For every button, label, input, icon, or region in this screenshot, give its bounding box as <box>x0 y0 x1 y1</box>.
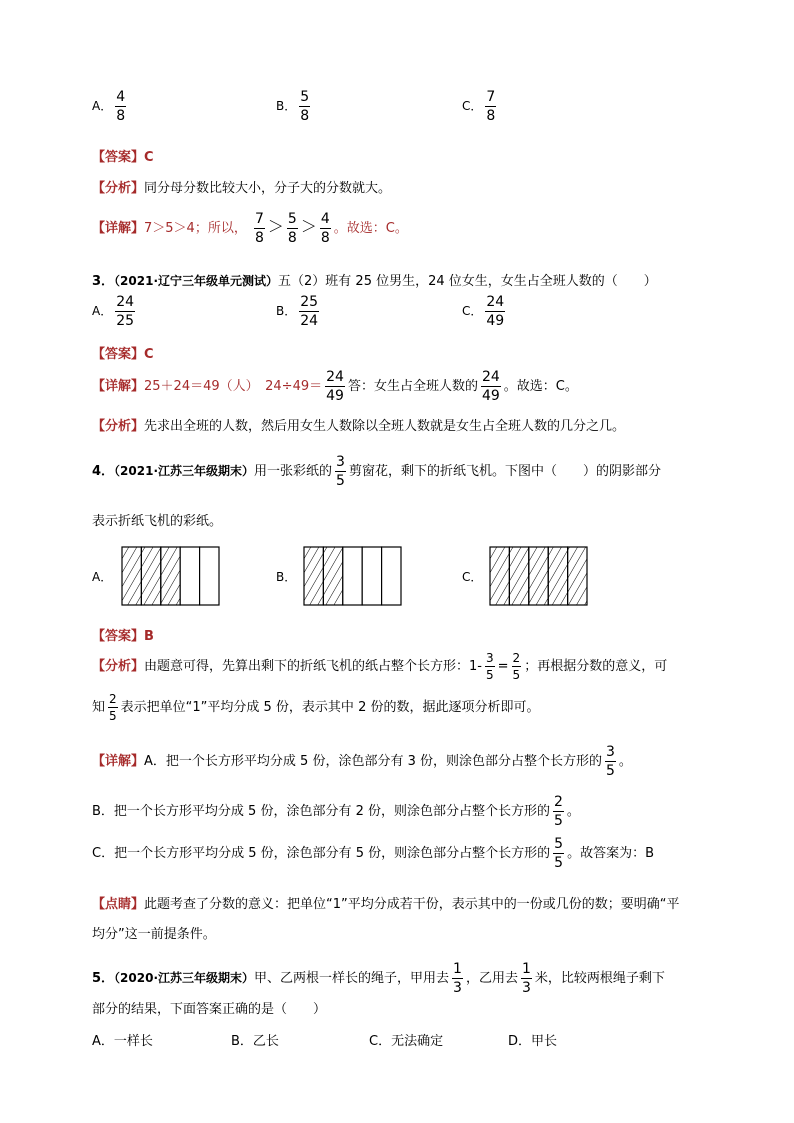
option-label: B． <box>276 99 297 113</box>
answer-tag: 【答案】 <box>92 347 145 362</box>
analysis-text-cont: 表示把单位“1”平均分成 5 份，表示其中 2 份的数，据此逐项分析即可。 <box>120 700 540 715</box>
q3-answer <box>92 343 154 362</box>
greater-sign: ＞ <box>300 217 317 236</box>
fraction-denominator: 49 <box>486 313 505 329</box>
fraction-numerator: 3 <box>486 651 494 665</box>
fraction-numerator: 24 <box>486 294 505 310</box>
answer-value: C <box>144 150 154 165</box>
fraction-denominator: 5 <box>336 473 345 489</box>
question-text: 用一张彩纸的 <box>254 464 333 479</box>
fraction-denominator: 5 <box>554 813 563 829</box>
fraction-numerator: 3 <box>605 744 615 760</box>
fraction-numerator: 7 <box>486 89 496 105</box>
shaded-part <box>304 547 323 605</box>
analysis-text-cont: ；再根据分数的意义，可 <box>524 659 668 674</box>
fraction-denominator: 5 <box>554 855 564 871</box>
analysis-text: 知 <box>92 700 106 715</box>
q4-answer <box>92 625 154 644</box>
q4-stem-line2: 表示折纸飞机的彩纸。 <box>92 514 223 529</box>
detail-text: B．把一个长方形平均分成 5 份，涂色部分有 2 份，则涂色部分占整个长方形的 <box>92 804 550 819</box>
detail-tail: 。 <box>618 754 632 769</box>
question-number: 3． <box>92 274 115 289</box>
q2-option-b <box>276 90 313 123</box>
question-source: （2020·江苏三年级期末） <box>114 971 255 985</box>
q2-option-a <box>92 90 129 123</box>
fraction-denominator: 5 <box>109 709 117 723</box>
detail-mid: 答：女生占全班人数的 <box>347 379 478 394</box>
detail-calc: 25＋24＝49（人） 24÷49＝ <box>144 379 323 394</box>
detail-text: A．把一个长方形平均分成 5 份，涂色部分有 3 份，则涂色部分占整个长方形的 <box>144 754 602 769</box>
shaded-part <box>509 547 528 605</box>
fraction-numerator: 4 <box>320 211 330 227</box>
q4-option-b-label: B． <box>276 570 297 584</box>
q4-figure-b <box>303 546 403 606</box>
answer-tag: 【答案】 <box>92 629 145 644</box>
q5-option-d: D．甲长 <box>508 1034 558 1049</box>
q2-detail <box>92 212 408 245</box>
detail-tag: 【详解】 <box>92 379 145 394</box>
unshaded-part <box>180 547 199 605</box>
point-tag: 【点睛】 <box>92 897 145 912</box>
question-number: 4． <box>92 464 115 479</box>
question-source: （2021·辽宁三年级单元测试） <box>114 274 279 288</box>
detail-text: C．把一个长方形平均分成 5 份，涂色部分有 5 份，则涂色部分占整个长方形的 <box>92 846 551 861</box>
q3-option-c <box>462 295 508 328</box>
fraction-denominator: 8 <box>287 230 297 246</box>
equals-sign: = <box>497 659 509 674</box>
q3-analysis <box>92 415 625 434</box>
q4-point-line2: 均分”这一前提条件。 <box>92 927 216 942</box>
q4-option-a-label: A． <box>92 570 113 584</box>
greater-sign: ＞ <box>267 217 284 236</box>
fraction-denominator: 3 <box>453 980 462 996</box>
analysis-tag: 【分析】 <box>92 659 145 674</box>
fraction-denominator: 24 <box>300 313 319 329</box>
q4-figure-c <box>489 546 589 606</box>
fraction-denominator: 5 <box>605 763 615 779</box>
fraction-denominator: 8 <box>486 108 496 124</box>
analysis-text: 由题意可得，先算出剩下的折纸飞机的纸占整个长方形： <box>144 659 470 674</box>
fraction-numerator: 3 <box>336 454 345 470</box>
fraction-denominator: 8 <box>320 230 330 246</box>
q4-detail-c <box>92 837 654 870</box>
q4-stem <box>92 455 661 488</box>
q3-detail <box>92 370 578 403</box>
fraction-denominator: 3 <box>521 980 531 996</box>
q4-detail-b <box>92 795 580 828</box>
q3-option-b <box>276 295 322 328</box>
fraction-numerator: 1 <box>453 961 462 977</box>
fraction-denominator: 8 <box>300 108 310 124</box>
fraction-denominator: 49 <box>326 388 344 404</box>
shaded-part <box>490 547 509 605</box>
detail-tag: 【详解】 <box>92 754 145 769</box>
question-text-cont: 米，比较两根绳子剩下 <box>534 971 665 986</box>
fraction-numerator: 5 <box>287 211 297 227</box>
detail-lead: 7＞5＞4；所以， <box>144 221 247 236</box>
analysis-text: 同分母分数比较大小，分子大的分数就大。 <box>144 181 392 196</box>
unshaded-part <box>200 547 219 605</box>
option-label: B． <box>276 304 297 318</box>
fraction-denominator: 5 <box>486 668 494 682</box>
q5-option-b: B．乙长 <box>231 1034 279 1049</box>
fraction-denominator: 8 <box>254 230 264 246</box>
fraction-denominator: 5 <box>512 668 521 682</box>
answer-tag: 【答案】 <box>92 150 145 165</box>
q2-analysis <box>92 177 391 196</box>
answer-value: C <box>144 347 154 362</box>
q3-stem <box>92 270 657 289</box>
q4-analysis-line2 <box>92 693 539 722</box>
point-text: 此题考查了分数的意义：把单位“1”平均分成若干份，表示其中的一份或几份的数；要明确“平 <box>144 897 680 912</box>
shaded-part <box>529 547 548 605</box>
fraction-numerator: 5 <box>300 89 310 105</box>
q5-stem <box>92 962 665 995</box>
fraction-denominator: 25 <box>116 313 135 329</box>
q4-figure-a <box>121 546 221 606</box>
q5-option-a: A．一样长 <box>92 1034 153 1049</box>
shaded-part <box>141 547 160 605</box>
q2-option-c <box>462 90 499 123</box>
shaded-part <box>122 547 141 605</box>
option-label: A． <box>92 304 113 318</box>
detail-tail: 。 <box>566 804 580 819</box>
fraction-denominator: 8 <box>116 108 126 124</box>
fraction-numerator: 25 <box>300 294 319 310</box>
fraction-numerator: 24 <box>481 369 500 385</box>
q3-option-a <box>92 295 138 328</box>
fraction-numerator: 24 <box>116 294 135 310</box>
unshaded-part <box>382 547 401 605</box>
fraction-numerator: 2 <box>554 794 563 810</box>
analysis-tag: 【分析】 <box>92 419 145 434</box>
q4-option-c-label: C． <box>462 570 483 584</box>
fraction-numerator: 2 <box>512 651 521 665</box>
fraction-denominator: 49 <box>481 388 500 404</box>
detail-tag: 【详解】 <box>92 221 145 236</box>
option-label: C． <box>462 304 483 318</box>
shaded-part <box>548 547 567 605</box>
shaded-part <box>161 547 180 605</box>
unshaded-part <box>362 547 381 605</box>
question-number: 5． <box>92 971 115 986</box>
answer-value: B <box>144 629 154 644</box>
shaded-part <box>568 547 587 605</box>
q4-point-line1 <box>92 893 680 912</box>
fraction-numerator: 5 <box>554 836 564 852</box>
fraction-numerator: 2 <box>109 692 117 706</box>
fraction-numerator: 4 <box>116 89 126 105</box>
unshaded-part <box>343 547 362 605</box>
calc-prefix: 1- <box>469 659 482 674</box>
q4-detail-a <box>92 745 632 778</box>
question-source: （2021·江苏三年级期末） <box>114 464 255 478</box>
detail-tail: 。故答案为：B <box>567 846 654 861</box>
shaded-part <box>323 547 342 605</box>
fraction-numerator: 7 <box>254 211 264 227</box>
question-text-mid: ，乙用去 <box>465 971 518 986</box>
option-label: C． <box>462 99 483 113</box>
question-text-cont: 剪窗花，剩下的折纸飞机。下图中（ ）的阴影部分 <box>348 464 661 479</box>
question-text: 甲、乙两根一样长的绳子，甲用去 <box>254 971 450 986</box>
q5-option-c: C．无法确定 <box>369 1034 444 1049</box>
q2-answer <box>92 146 154 165</box>
detail-tail: 。故选：C。 <box>503 379 578 394</box>
option-label: A． <box>92 99 113 113</box>
fraction-numerator: 1 <box>521 961 531 977</box>
analysis-tag: 【分析】 <box>92 181 145 196</box>
detail-tail: 。故选：C。 <box>333 221 408 236</box>
question-text: 五（2）班有 25 位男生，24 位女生，女生占全班人数的（ ） <box>278 274 657 289</box>
analysis-text: 先求出全班的人数，然后用女生人数除以全班人数就是女生占全班人数的几分之几。 <box>144 419 626 434</box>
fraction-numerator: 24 <box>326 369 344 385</box>
q4-analysis-line1 <box>92 652 667 681</box>
q5-stem-line2: 部分的结果，下面答案正确的是（ ） <box>92 1002 327 1017</box>
